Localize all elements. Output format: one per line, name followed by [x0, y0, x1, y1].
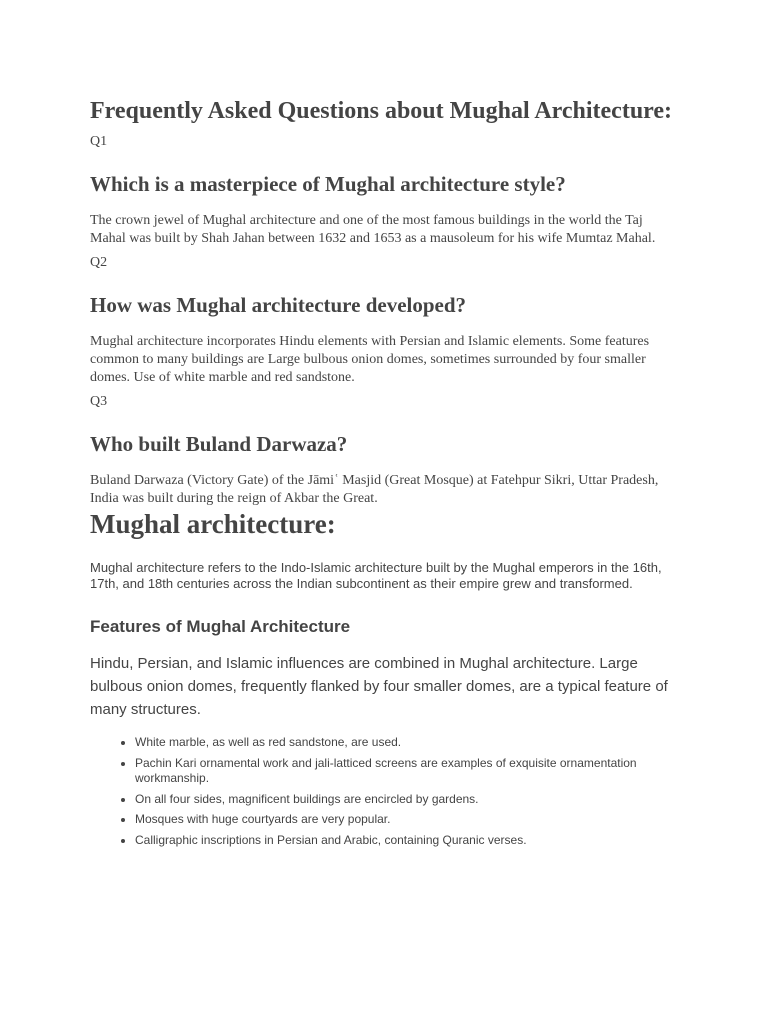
document-page — [90, 95, 690, 853]
answer-text: The crown jewel of Mughal architecture and one of the most famous buildings in the world the Taj Mahal was built by Shah Jahan between 1632 and 1653 as a mausoleum for his wife Mumtaz Mahal. — [90, 213, 656, 246]
answer-text: Buland Darwaza (Victory Gate) of the Jāmiʿ Masjid (Great Mosque) at Fatehpur Sikri, Uttar Pradesh, India was built during the reign of Akbar the Great. — [90, 473, 659, 506]
question-number: Q2 — [90, 255, 108, 270]
section-intro: Mughal architecture refers to the Indo-Islamic architecture built by the Mughal emperors in the 16th, 17th, and 18th centuries across the Indian subcontinent as their empire grew and transformed. — [90, 560, 662, 591]
list-item: • Pachin Kari ornamental work and jali-latticed screens are examples of exquisite ornamentation workmanship. — [135, 756, 675, 787]
features-title: Features of Mughal Architecture — [90, 617, 351, 636]
question-number: Q1 — [90, 134, 108, 149]
list-item: • On all four sides, magnificent buildings are encircled by gardens. — [135, 792, 675, 808]
features-list — [90, 735, 675, 848]
question-heading: Who built Buland Darwaza? — [90, 432, 348, 456]
question-heading: Which is a masterpiece of Mughal architecture style? — [90, 172, 566, 196]
answer-text: Mughal architecture incorporates Hindu elements with Persian and Islamic elements. Some features common to many buildings are Large bulbous onion domes, sometimes surrounded by four smaller domes. Use of white marble and red sandstone. — [90, 334, 650, 385]
list-item: • White marble, as well as red sandstone, are used. — [135, 735, 675, 751]
list-item: • Calligraphic inscriptions in Persian and Arabic, containing Quranic verses. — [135, 833, 675, 849]
section-title: Mughal architecture: — [90, 509, 336, 539]
list-item: • Mosques with huge courtyards are very popular. — [135, 812, 675, 828]
faq-title: Frequently Asked Questions about Mughal Architecture: — [90, 98, 673, 124]
question-heading: How was Mughal architecture developed? — [90, 293, 467, 317]
question-number: Q3 — [90, 394, 108, 409]
features-paragraph: Hindu, Persian, and Islamic influences are combined in Mughal architecture. Large bulbous onion domes, frequently flanked by four smaller domes, are a typical feature of many structures. — [90, 655, 668, 718]
